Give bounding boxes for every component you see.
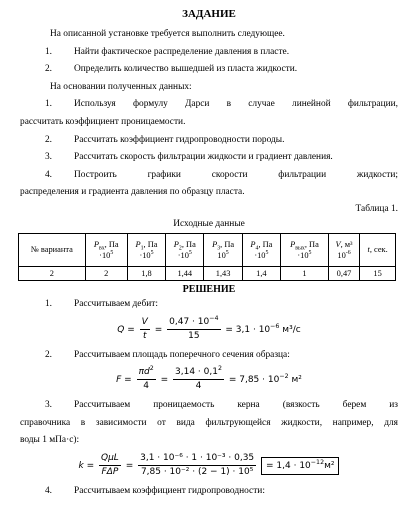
header-p2: $P_2$, Па $\cdot 10^5$	[166, 233, 204, 266]
calc-task-3	[20, 149, 398, 167]
cell-variant: 2	[19, 266, 86, 280]
step-4	[20, 483, 398, 501]
calc-task-1-text: Используя формулу Дарси в случае линейной фильтрации,	[74, 99, 398, 110]
calc-task-1	[20, 96, 398, 114]
solution-title: РЕШЕНИЕ	[182, 283, 236, 295]
table-row	[19, 266, 396, 280]
header-p-out: $P_{вых}$, Па $\cdot 10^5$	[281, 233, 329, 266]
step-3-continuation-2: воды 1 мПа·с):	[20, 435, 80, 446]
formula-flow-rate: Q = $\frac{V}{t}$ = $\frac{0,47 \cdot 10^{-4}}{15}$ = $3,1 \cdot 10^{-6}$ м³/с	[117, 314, 301, 341]
cell-volume: 0,47	[328, 266, 359, 280]
table-caption: Таблица 1.	[355, 203, 398, 214]
step-3	[20, 397, 398, 415]
permeability-result: = $1,4 \cdot 10^{-12}м^2$	[261, 457, 339, 475]
step-1-text: Рассчитываем дебит:	[74, 298, 158, 309]
task-1-text: Найти фактическое распределение давления в пласте.	[74, 46, 290, 57]
calc-task-4-text: Построить графики скорости фильтрации жидкости;	[74, 169, 398, 180]
step-1	[20, 296, 398, 314]
task-2-text: Определить количество вышедшей из пласта жидкости.	[74, 64, 298, 75]
task-2-number: 2.	[44, 64, 52, 75]
cell-time: 15	[360, 266, 396, 280]
header-volume: V, м³ $10^{-6}$	[328, 233, 359, 266]
calc-task-2-number: 2.	[44, 134, 52, 145]
step-2-text: Рассчитываем площадь поперечного сечения образца:	[74, 349, 290, 360]
header-time: t, сек.	[360, 233, 396, 266]
step-4-number: 4.	[44, 485, 52, 496]
source-data-table	[18, 233, 396, 281]
step-3-text: Рассчитываем проницаемость керна (вязкость берем из	[74, 400, 398, 411]
calc-task-1-number: 1.	[44, 99, 52, 110]
cell-p-out: 1	[281, 266, 329, 280]
step-3-number: 3.	[44, 400, 52, 411]
step-4-text: Рассчитываем коэффициент гидропроводности:	[74, 485, 265, 496]
table-header-row	[19, 233, 396, 266]
doc-title: ЗАДАНИЕ	[182, 8, 236, 20]
header-p1: $P_1$, Па $\cdot 10^5$	[127, 233, 165, 266]
step-2-number: 2.	[44, 349, 52, 360]
basis-text: На основании полученных данных:	[50, 81, 192, 92]
intro-text: На описанной установке требуется выполнить следующее.	[50, 29, 285, 39]
header-p3: $P_3$, Па $10^5$	[204, 233, 242, 266]
cell-p2: 1,44	[166, 266, 204, 280]
formula-permeability: k = $\frac{\text{QμL}}{\text{FΔP}}$ = $\frac{\text{3,1 · 10⁻⁶ · 1 · 10⁻³ · 0,35}}{\text{7,85 · 10⁻² · (2 − 1) · 10⁵}}$ = $1,4 \cdot 10^{-12}м^2$	[20, 452, 398, 479]
calc-task-2-text: Рассчитать коэффициент гидропроводности породы.	[74, 134, 285, 145]
task-1	[20, 44, 398, 62]
cell-p-in: 2	[85, 266, 127, 280]
calc-task-4-number: 4.	[44, 169, 52, 180]
step-2	[20, 347, 398, 365]
calc-task-4-continuation: распределения и градиента давления по образцу пласта.	[20, 187, 245, 198]
calc-task-2	[20, 132, 398, 150]
formula-area: F = $\frac{\pi d^2}{4}$ = $\frac{3,14 \cdot 0,1^2}{4}$ = $7,85 \cdot 10^{-2}$ м²	[116, 365, 302, 392]
calc-task-3-text: Рассчитать скорость фильтрации жидкости и градиент давления.	[74, 152, 333, 163]
header-p4: $P_4$, Па $\cdot 10^5$	[242, 233, 280, 266]
task-2	[20, 61, 398, 79]
header-variant: № варианта	[19, 233, 86, 266]
cell-p4: 1,4	[242, 266, 280, 280]
calc-task-3-number: 3.	[44, 152, 52, 163]
table-title: Исходные данные	[173, 218, 245, 229]
cell-p1: 1,8	[127, 266, 165, 280]
cell-p3: 1,43	[204, 266, 242, 280]
step-1-number: 1.	[44, 298, 52, 309]
task-1-number: 1.	[44, 46, 52, 57]
calc-task-1-continuation: рассчитать коэффициент проницаемости.	[20, 116, 186, 127]
header-p-in: $P_{вх}$, Па $\cdot 10^5$	[85, 233, 127, 266]
calc-task-4	[20, 167, 398, 185]
step-3-continuation: справочника в зависимости от вида фильтрующейся жидкости, например, для	[20, 417, 398, 428]
